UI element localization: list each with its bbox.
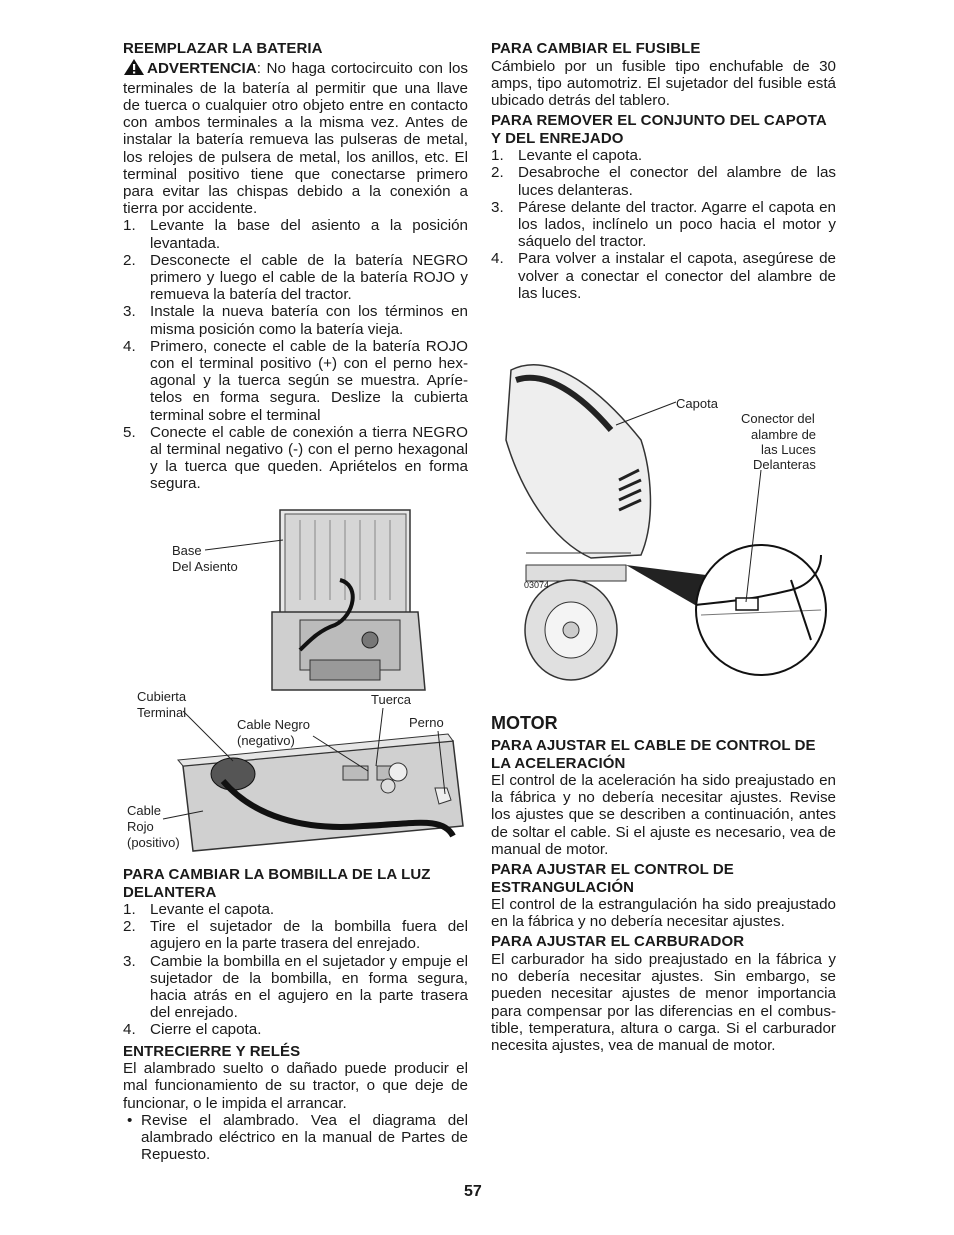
- warning-text: : No haga cortocircuito con los terminales de la batería al permitir que una llave de tuerca o cualquier otro objeto entre en contacto con ambos terminales a la misma vez. Antes de instalar la batería remueva las pulseras de metal, los relojes de pulsera de metal, los anillos, etc. El terminal positivo tiene que conectarse primero para evitar las chispas debido a la conexión a tierra por accidente.: [123, 59, 468, 218]
- red-cable-label: Cable: [127, 803, 161, 818]
- motor-section: [491, 712, 836, 1054]
- list-item: 1. Levante el capota.: [123, 901, 275, 918]
- carburetor-text: El carburador ha sido preajustado en la fábrica y no debería necesitar ajustes. Sin embargo, se pueden necesitar ajustes de menor importancia para compensar por las diferencias en el combustible, temperatura, altura o carga. Si el carburador necesita ajustes, vea de manual de motor.: [491, 950, 836, 1054]
- hood-heading: PARA REMOVER EL CONJUNTO DEL CAPOTA: [491, 112, 827, 130]
- connector-label-3: las Luces: [761, 442, 816, 457]
- list-item: 1. Levante la base del asiento a la posición levantada.: [123, 217, 468, 252]
- seat-base-figure: [160, 500, 460, 695]
- list-item: 4. Para volver a instalar el capota, asegúrese de volver a conectar el conector del alambre de las luces.: [491, 250, 836, 302]
- hood-label: Capota: [676, 396, 718, 411]
- figure-code: 03074: [524, 580, 550, 590]
- terminal-cover-label: Cubierta: [137, 689, 187, 704]
- list-item: 1. Levante el capota.: [491, 147, 643, 165]
- terminal-cover-label-2: Terminal: [137, 705, 187, 720]
- bulb-heading-2: DELANTERA: [123, 883, 217, 901]
- wiring-heading: ENTRECIERRE Y RELÉS: [123, 1042, 301, 1060]
- throttle-heading: PARA AJUSTAR EL CABLE DE CONTROL DE: [491, 737, 816, 754]
- battery-warning: [123, 58, 468, 218]
- connector-label: Conector del: [741, 411, 815, 426]
- choke-heading-2: ESTRANGULACIÓN: [491, 878, 635, 896]
- list-item: 2. Tire el sujetador de la bombilla fuera del agujero en la parte trasera del enrejado.: [123, 918, 468, 953]
- black-cable-label-2: (negativo): [237, 733, 295, 748]
- right-column: [491, 40, 836, 302]
- battery-steps: [123, 217, 468, 492]
- seat-base-label-2: Del Asiento: [172, 559, 238, 574]
- list-item: • Revise el alambrado. Vea el diagrama del alambrado eléctrico en la manual de Partes de Repuesto.: [127, 1111, 468, 1164]
- battery-figure: [123, 686, 468, 856]
- list-item: 4. Cierre el capota.: [123, 1021, 262, 1039]
- wiring-text: El alambrado suelto o dañado puede producir el mal funcionamiento de su tractor, o que deje de funcionar, o le impida el arrancar.: [123, 1060, 468, 1112]
- hood-figure: [491, 340, 836, 685]
- list-item: 2. Desabroche el conector del alambre de las luces delanteras.: [491, 164, 836, 199]
- list-item: 3. Cambie la bombilla en el sujetador y empuje el sujetador de la bombilla, en forma segura, hacia atrás en el agujero en la parte trasera del enrejado.: [123, 952, 468, 1022]
- wiring-bullets: [123, 1112, 468, 1164]
- hood-heading-2: Y DEL ENREJADO: [491, 129, 624, 147]
- choke-heading: PARA AJUSTAR EL CONTROL DE: [491, 861, 734, 879]
- list-item: 3. Instale la nueva batería con los términos en misma posición como la batería vieja.: [123, 303, 468, 338]
- fuse-heading: PARA CAMBIAR EL FUSIBLE: [491, 40, 701, 57]
- seat-base-label: Base: [172, 543, 202, 558]
- list-item: 3. Párese delante del tractor. Agarre el capota en los lados, inclínelo un poco hacia el motor y sáquelo del tractor.: [491, 198, 836, 251]
- throttle-heading-2: LA ACELERACIÓN: [491, 754, 626, 772]
- left-column-lower: [123, 866, 468, 1163]
- connector-label-4: Delanteras: [753, 457, 816, 472]
- warning-label: ADVERTENCIA: [147, 59, 257, 77]
- black-cable-label: Cable Negro: [237, 717, 310, 732]
- page-number: 57: [464, 1183, 482, 1200]
- connector-label-2: alambre de: [751, 427, 817, 442]
- red-cable-label-2: Rojo: [127, 819, 154, 834]
- bulb-steps: [123, 901, 468, 1039]
- choke-text: El control de la estrangulación ha sido preajustado en la fábrica y no debería necesitar ajustes.: [491, 896, 836, 931]
- hood-illustration: [491, 340, 836, 685]
- red-cable-label-3: (positivo): [127, 835, 180, 850]
- seat-base-illustration: [160, 500, 460, 695]
- bullet-icon: •: [127, 1111, 133, 1129]
- hood-steps: [491, 147, 836, 302]
- list-item: 5. Conecte el cable de conexión a tierra NEGRO al terminal negativo (-) con el perno hexagonal y la tuerca que queden. Apriételos en forma segura.: [123, 423, 468, 493]
- throttle-text: El control de la aceleración ha sido preajustado en la fábrica y no debería necesitar ajustes. Revise los ajustes que se describen a continuación, antes de soltar el cable. Si el ajuste es necesario, vea de manual de motor.: [491, 772, 836, 858]
- motor-heading: MOTOR: [491, 713, 558, 733]
- nut-label: Tuerca: [371, 692, 411, 707]
- bolt-label: Perno: [409, 715, 444, 730]
- list-item: 2. Desconecte el cable de la batería NEGRO primero y luego el cable de la batería ROJO y remueva la batería del tractor.: [123, 251, 468, 304]
- bulb-heading: PARA CAMBIAR LA BOMBILLA DE LA LUZ: [123, 866, 431, 883]
- warning-triangle-icon: [123, 58, 145, 80]
- battery-heading: REEMPLAZAR LA BATERIA: [123, 40, 323, 57]
- left-column: [123, 40, 468, 493]
- carburetor-heading: PARA AJUSTAR EL CARBURADOR: [491, 933, 745, 951]
- list-item: 4. Primero, conecte el cable de la batería ROJO con el terminal positivo (+) con el perno hexagonal y la tuerca según se muestra. Apríetelos en forma segura. Deslize la cubierta terminal sobre el terminal: [123, 337, 468, 424]
- fuse-text: Cámbielo por un fusible tipo enchufable de 30 amps, tipo automotriz. El sujetador del fusible está ubicado detrás del tablero.: [491, 57, 836, 109]
